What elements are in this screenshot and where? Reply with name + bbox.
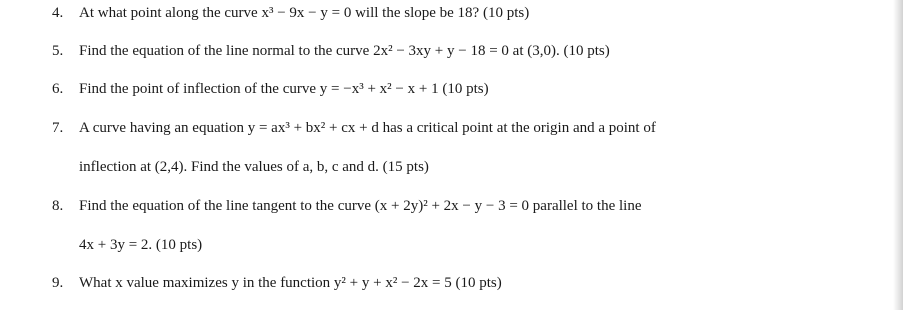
problem-number: 6.	[52, 81, 64, 97]
problem-number: 4.	[52, 5, 64, 21]
problem-text: inflection at (2,4). Find the values of a, b, c and d. (15 pts)	[79, 159, 429, 175]
problem-text: 4x + 3y = 2. (10 pts)	[79, 237, 203, 253]
problem-text: Find the equation of the line tangent to the curve (x + 2y)² + 2x − y − 3 = 0 parallel to the line	[79, 198, 642, 214]
page-edge-shadow	[893, 0, 903, 310]
problem-number: 9.	[52, 275, 64, 291]
problem-text: A curve having an equation y = ax³ + bx² + cx + d has a critical point at the origin and a point of	[79, 120, 656, 136]
problem-text: Find the equation of the line normal to the curve 2x² − 3xy + y − 18 = 0 at (3,0). (10 pts)	[79, 43, 610, 59]
problem-number: 8.	[52, 198, 64, 214]
problem-text: Find the point of inflection of the curve y = −x³ + x² − x + 1 (10 pts)	[79, 81, 489, 97]
problem-number: 5.	[52, 43, 64, 59]
problem-number: 7.	[52, 120, 64, 136]
problem-text: What x value maximizes y in the function y² + y + x² − 2x = 5 (10 pts)	[79, 275, 502, 291]
problem-text: At what point along the curve x³ − 9x − y = 0 will the slope be 18? (10 pts)	[79, 5, 530, 21]
